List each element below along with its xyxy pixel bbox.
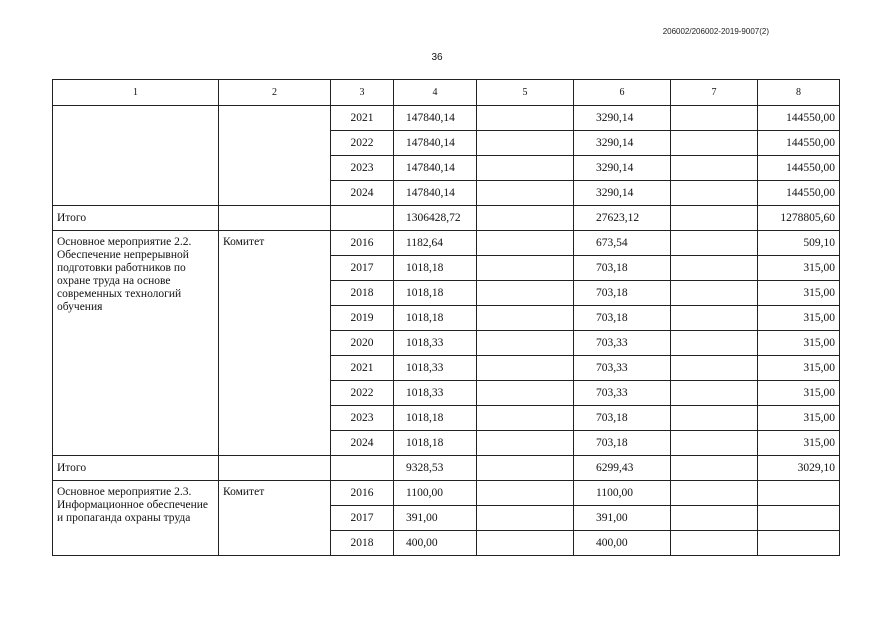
column-7-cell <box>671 131 758 156</box>
year-cell: 2021 <box>331 106 394 131</box>
column-5-cell <box>477 206 574 231</box>
total-row <box>53 456 840 481</box>
column-5-cell <box>477 106 574 131</box>
column-7-cell <box>671 356 758 381</box>
total-amount-cell: 147840,14 <box>394 131 477 156</box>
year-cell: 2017 <box>331 256 394 281</box>
column-7-cell <box>671 506 758 531</box>
column-7-cell <box>671 106 758 131</box>
year-cell: 2024 <box>331 431 394 456</box>
year-cell: 2021 <box>331 356 394 381</box>
column-7-cell <box>671 181 758 206</box>
total-amount-cell: 1018,18 <box>394 306 477 331</box>
column-7-cell <box>671 306 758 331</box>
column-8-cell: 3029,10 <box>758 456 840 481</box>
column-header: 6 <box>574 80 671 106</box>
column-6-cell: 3290,14 <box>574 106 671 131</box>
table-row <box>53 231 840 256</box>
column-7-cell <box>671 331 758 356</box>
column-5-cell <box>477 506 574 531</box>
year-cell: 2018 <box>331 531 394 556</box>
budget-table <box>52 79 840 556</box>
column-6-cell: 703,33 <box>574 356 671 381</box>
column-header-row <box>53 80 840 106</box>
table-row <box>53 106 840 131</box>
column-7-cell <box>671 281 758 306</box>
column-8-cell: 315,00 <box>758 281 840 306</box>
column-5-cell <box>477 256 574 281</box>
page-number: 36 <box>431 52 443 63</box>
column-6-cell: 1100,00 <box>574 481 671 506</box>
column-8-cell: 144550,00 <box>758 106 840 131</box>
total-amount-cell: 400,00 <box>394 531 477 556</box>
column-6-cell: 703,18 <box>574 406 671 431</box>
total-label-cell: Итого <box>53 206 219 231</box>
column-5-cell <box>477 431 574 456</box>
year-cell: 2018 <box>331 281 394 306</box>
column-8-cell: 144550,00 <box>758 156 840 181</box>
organization-cell <box>219 106 331 206</box>
column-6-cell: 400,00 <box>574 531 671 556</box>
column-5-cell <box>477 231 574 256</box>
column-8-cell: 315,00 <box>758 381 840 406</box>
column-6-cell: 703,18 <box>574 256 671 281</box>
year-cell: 2023 <box>331 406 394 431</box>
year-cell: 2022 <box>331 381 394 406</box>
year-cell: 2019 <box>331 306 394 331</box>
column-7-cell <box>671 531 758 556</box>
column-6-cell: 391,00 <box>574 506 671 531</box>
total-amount-cell: 1018,33 <box>394 331 477 356</box>
column-6-cell: 3290,14 <box>574 181 671 206</box>
column-5-cell <box>477 306 574 331</box>
column-7-cell <box>671 481 758 506</box>
column-6-cell: 3290,14 <box>574 156 671 181</box>
empty-cell <box>219 456 331 481</box>
column-6-cell: 703,18 <box>574 306 671 331</box>
column-5-cell <box>477 356 574 381</box>
document-id: 206002/206002-2019-9007(2) <box>662 27 769 36</box>
total-amount-cell: 1018,18 <box>394 256 477 281</box>
table-body <box>53 80 840 556</box>
column-7-cell <box>671 381 758 406</box>
column-7-cell <box>671 406 758 431</box>
organization-cell: Комитет <box>219 481 331 556</box>
column-5-cell <box>477 131 574 156</box>
year-cell: 2016 <box>331 481 394 506</box>
column-8-cell: 315,00 <box>758 406 840 431</box>
column-6-cell: 3290,14 <box>574 131 671 156</box>
column-8-cell <box>758 481 840 506</box>
total-amount-cell: 147840,14 <box>394 156 477 181</box>
column-6-cell: 703,33 <box>574 381 671 406</box>
year-cell: 2023 <box>331 156 394 181</box>
column-6-cell: 27623,12 <box>574 206 671 231</box>
total-label-cell: Итого <box>53 456 219 481</box>
total-amount-cell: 1018,18 <box>394 431 477 456</box>
column-8-cell: 315,00 <box>758 356 840 381</box>
column-5-cell <box>477 381 574 406</box>
year-cell: 2017 <box>331 506 394 531</box>
year-cell: 2016 <box>331 231 394 256</box>
column-5-cell <box>477 181 574 206</box>
year-cell: 2020 <box>331 331 394 356</box>
total-amount-cell: 1018,33 <box>394 356 477 381</box>
empty-cell <box>331 456 394 481</box>
column-8-cell: 315,00 <box>758 331 840 356</box>
total-amount-cell: 147840,14 <box>394 181 477 206</box>
column-7-cell <box>671 156 758 181</box>
year-cell: 2022 <box>331 131 394 156</box>
column-6-cell: 703,18 <box>574 431 671 456</box>
empty-cell <box>331 206 394 231</box>
column-8-cell: 315,00 <box>758 256 840 281</box>
column-7-cell <box>671 256 758 281</box>
total-amount-cell: 1018,18 <box>394 406 477 431</box>
total-amount-cell: 1100,00 <box>394 481 477 506</box>
column-8-cell <box>758 531 840 556</box>
column-header: 4 <box>394 80 477 106</box>
column-5-cell <box>477 281 574 306</box>
column-6-cell: 703,33 <box>574 331 671 356</box>
total-amount-cell: 147840,14 <box>394 106 477 131</box>
column-7-cell <box>671 431 758 456</box>
column-5-cell <box>477 331 574 356</box>
column-6-cell: 703,18 <box>574 281 671 306</box>
column-7-cell <box>671 206 758 231</box>
year-cell: 2024 <box>331 181 394 206</box>
column-8-cell: 315,00 <box>758 306 840 331</box>
column-header: 8 <box>758 80 840 106</box>
column-8-cell: 509,10 <box>758 231 840 256</box>
column-7-cell <box>671 456 758 481</box>
column-header: 3 <box>331 80 394 106</box>
organization-cell: Комитет <box>219 231 331 456</box>
column-5-cell <box>477 531 574 556</box>
column-8-cell: 1278805,60 <box>758 206 840 231</box>
total-amount-cell: 391,00 <box>394 506 477 531</box>
column-6-cell: 673,54 <box>574 231 671 256</box>
column-5-cell <box>477 481 574 506</box>
column-header: 7 <box>671 80 758 106</box>
total-amount-cell: 9328,53 <box>394 456 477 481</box>
activity-name-cell <box>53 106 219 206</box>
total-amount-cell: 1182,64 <box>394 231 477 256</box>
column-8-cell <box>758 506 840 531</box>
column-5-cell <box>477 156 574 181</box>
column-header: 1 <box>53 80 219 106</box>
column-5-cell <box>477 406 574 431</box>
column-8-cell: 315,00 <box>758 431 840 456</box>
column-6-cell: 6299,43 <box>574 456 671 481</box>
column-header: 2 <box>219 80 331 106</box>
activity-name-cell: Основное мероприятие 2.2. Обеспечение непрерывной подготовки работников по охране труда на основе современных технологий обучения <box>53 231 219 456</box>
total-amount-cell: 1306428,72 <box>394 206 477 231</box>
column-8-cell: 144550,00 <box>758 131 840 156</box>
column-5-cell <box>477 456 574 481</box>
activity-name-cell: Основное мероприятие 2.3. Информационное обеспечение и пропаганда охраны труда <box>53 481 219 556</box>
column-7-cell <box>671 231 758 256</box>
column-8-cell: 144550,00 <box>758 181 840 206</box>
total-amount-cell: 1018,18 <box>394 281 477 306</box>
empty-cell <box>219 206 331 231</box>
total-row <box>53 206 840 231</box>
table-row <box>53 481 840 506</box>
total-amount-cell: 1018,33 <box>394 381 477 406</box>
column-header: 5 <box>477 80 574 106</box>
